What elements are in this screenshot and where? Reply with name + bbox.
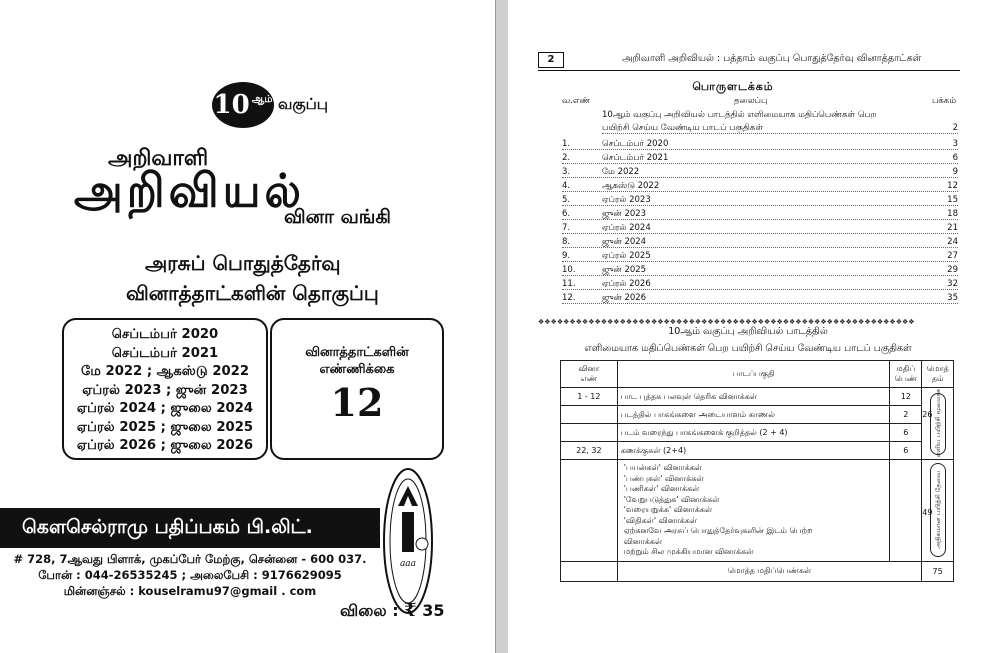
toc-no: 11.	[562, 279, 576, 289]
row-part: படத்தில் பாகங்களை அடையாளம் காணல்	[617, 406, 890, 424]
head-mark: மதிப் பெண்	[890, 361, 922, 388]
exam-title-line2: வினாத்தாட்களின் தொகுப்பு	[126, 281, 379, 305]
marks-table-header	[561, 361, 954, 388]
toc-intro-row	[602, 122, 958, 134]
row-no	[561, 424, 618, 442]
table-row	[561, 388, 954, 406]
toc-page: 24	[947, 237, 958, 247]
group1-total-cell	[922, 388, 954, 460]
section-title-line2: எளிமையாக மதிப்பெண்கள் பெற பயிற்சி செய்ய வேண்டிய பாடப் பகுதிகள்	[584, 343, 912, 354]
toc-row[interactable]	[562, 222, 958, 234]
toc-title: பொருளடக்கம்	[692, 80, 774, 93]
group2-side-label: அதிகமான பயிற்சி தேவை	[930, 463, 946, 557]
toc-page: 9	[952, 167, 958, 177]
toc-row[interactable]	[562, 194, 958, 206]
toc-title-cell: ஜுன் 2025	[602, 265, 647, 275]
toc-title-cell: ஜுன் 2023	[602, 209, 647, 219]
brand-subtitle: வினா வங்கி	[284, 206, 391, 228]
toc-col-page: பக்கம்	[932, 96, 957, 106]
paper-count-label1: வினாத்தாட்களின்	[305, 345, 409, 360]
exam-date-item: ஏப்ரல் 2024 ; ஜுலை 2024	[76, 401, 254, 416]
exam-date-item: ஏப்ரல் 2023 ; ஜுன் 2023	[82, 382, 248, 398]
toc-intro-page: 2	[952, 123, 958, 133]
head-total: மொத் தம்	[922, 361, 954, 388]
row-mark: 6	[890, 424, 922, 442]
toc-no: 4.	[562, 181, 571, 191]
table-row	[561, 442, 954, 460]
head-question-no: வினா எண்	[561, 361, 618, 388]
total-label: மொத்த மதிப்பெண்கள்	[617, 561, 922, 581]
publisher-logo	[382, 466, 434, 616]
toc-title-cell: ஜுன் 2026	[602, 293, 647, 303]
toc-page: 15	[947, 195, 958, 205]
toc-page: 12	[947, 181, 958, 191]
group1-total: 26	[922, 410, 933, 419]
row-no-empty	[561, 460, 618, 562]
total-row	[561, 561, 954, 581]
paper-count-value: 12	[330, 380, 384, 425]
toc-page: 35	[947, 293, 958, 303]
toc-col-no: வ.எண்	[562, 96, 591, 106]
publisher-email: மின்னஞ்சல் : kouselramu97@gmail . com	[63, 584, 317, 598]
grade-badge	[212, 82, 328, 128]
exam-dates-box	[62, 318, 268, 460]
row-part-list: 'பயன்கள்' வினாக்கள் 'பண்புகள்' வினாக்கள் 'பணிகள்' வினாக்கள் 'வேறுபடுத்துக' வினாக்கள் 'வரையறுக்க' வினாக்கள் 'விதிகள்' வினாக்கள் ஏற்கனவே அரசுப் பொதுத்தேர்வுகளின் இடம் பெற்ற வினாக்கள் மற்றும் சில முக்கியமான வினாக்கள்	[617, 460, 890, 562]
exam-date-item: ஏப்ரல் 2026 ; ஜுலை 2026	[76, 438, 254, 453]
exam-date-item: செப்டம்பர் 2021	[111, 345, 219, 361]
section-title-line1: 10ஆம் வகுப்பு அறிவியல் பாடத்தில்	[668, 326, 828, 337]
toc-title-cell: செப்டம்பர் 2021	[602, 153, 669, 163]
toc-row[interactable]	[562, 166, 958, 178]
contents-page	[508, 0, 1000, 653]
grade-suffix: ஆம்	[251, 94, 273, 105]
grade-circle	[212, 82, 274, 128]
price-value: 35	[422, 601, 445, 620]
toc-page: 6	[952, 153, 958, 163]
toc-row[interactable]	[562, 152, 958, 164]
toc-row[interactable]	[562, 138, 958, 150]
brand-small-title: அறிவாளி	[108, 146, 209, 171]
toc-page: 29	[947, 265, 958, 275]
toc-page: 3	[952, 139, 958, 149]
toc-title-cell: மே 2022	[602, 167, 640, 177]
group2-total-cell	[922, 460, 954, 562]
toc-page: 18	[947, 209, 958, 219]
toc-no: 6.	[562, 209, 571, 219]
row-no: 1 - 12	[561, 388, 618, 406]
toc-no: 7.	[562, 223, 571, 233]
toc-title-cell: ஆகஸ்டு 2022	[602, 181, 660, 191]
row-part: கணக்குகள் (2+4)	[617, 442, 890, 460]
toc-intro-line1: 10ஆம் வகுப்பு அறிவியல் பாடத்தில் எளிமையாக மதிப்பெண்கள் பெற	[602, 110, 877, 120]
price	[340, 600, 445, 622]
toc-page: 21	[947, 223, 958, 233]
logo-text-mid: aaa	[399, 559, 417, 569]
toc-no: 10.	[562, 265, 576, 275]
publisher-phone: போன் : 044-26535245 ; அலைபேசி : 9176629095	[38, 568, 342, 582]
grade-number: 10	[213, 90, 250, 120]
toc-row[interactable]	[562, 278, 958, 290]
group2-total: 49	[922, 508, 933, 517]
marks-table	[560, 360, 954, 582]
row-mark: 12	[890, 388, 922, 406]
toc-no: 8.	[562, 237, 571, 247]
row-part: பாட புத்தக பலவுள் தெரிக வினாக்கள்	[617, 388, 890, 406]
toc-page: 32	[947, 279, 958, 289]
toc-row[interactable]	[562, 208, 958, 220]
header-rule	[538, 70, 960, 71]
toc-row[interactable]	[562, 292, 958, 304]
toc-no: 2.	[562, 153, 571, 163]
toc-no: 3.	[562, 167, 571, 177]
toc-row[interactable]	[562, 236, 958, 248]
publisher-banner	[0, 508, 380, 548]
toc-no: 1.	[562, 139, 571, 149]
paper-count-box	[270, 318, 444, 460]
exam-title-line1: அரசுப் பொதுத்தேர்வு	[145, 251, 341, 275]
toc-row[interactable]	[562, 180, 958, 192]
group1-side-label: எளிய பயிற்சி மூலமாக	[930, 393, 946, 455]
grade-word: வகுப்பு	[278, 95, 328, 113]
exam-date-item: செப்டம்பர் 2020	[111, 327, 219, 342]
toc-title-cell: ஏப்ரல் 2024	[602, 223, 651, 233]
price-label: விலை :	[340, 601, 399, 620]
row-part: படம் வரைந்து பாகங்களைக் குறித்தல் (2 + 4)	[617, 424, 890, 442]
brand-big-title: அறிவியல்	[74, 164, 306, 219]
table-row	[561, 406, 954, 424]
ornament-divider: ❖❖❖❖❖❖❖❖❖❖❖❖❖❖❖❖❖❖❖❖❖❖❖❖❖❖❖❖❖❖❖❖❖❖❖❖❖❖❖❖❖❖❖❖❖❖❖❖❖❖❖❖❖❖❖❖❖❖❖❖	[538, 318, 915, 326]
table-row	[561, 424, 954, 442]
toc-title-cell: ஏப்ரல் 2025	[602, 251, 651, 261]
toc-page: 27	[947, 251, 958, 261]
row-no	[561, 406, 618, 424]
running-title: அறிவாளி அறிவியல் : பத்தாம் வகுப்பு பொதுத்தேர்வு வினாத்தாட்கள்	[622, 53, 922, 64]
toc-no: 12.	[562, 293, 576, 303]
toc-intro-line2: பயிற்சி செய்ய வேண்டிய பாடப் பகுதிகள்	[602, 123, 763, 133]
toc-no: 9.	[562, 251, 571, 261]
total-value: 75	[922, 561, 954, 581]
paper-count-label2: எண்ணிக்கை	[319, 362, 395, 377]
table-row	[561, 460, 954, 562]
rupee-icon: ₹	[404, 600, 417, 621]
toc-title-cell: ஜுன் 2024	[602, 237, 647, 247]
toc-title-cell: செப்டம்பர் 2020	[602, 139, 669, 149]
toc-row[interactable]	[562, 264, 958, 276]
toc-col-title: தலைப்பு	[734, 96, 768, 106]
row-mark-empty	[890, 460, 922, 562]
toc-title-cell: ஏப்ரல் 2026	[602, 279, 651, 289]
toc-row[interactable]	[562, 250, 958, 262]
cover-page	[0, 0, 496, 653]
row-no: 22, 32	[561, 442, 618, 460]
publisher-name: கௌசெல்ராமு பதிப்பகம் பி.லிட்.	[22, 515, 313, 538]
row-mark: 2	[890, 406, 922, 424]
exam-date-item: மே 2022 ; ஆகஸ்டு 2022	[80, 364, 250, 379]
exam-date-item: ஏப்ரல் 2025 ; ஜுலை 2025	[76, 419, 254, 435]
page-number: 2	[538, 52, 564, 68]
publisher-address: # 728, 7ஆவது பிளாக், முகப்பேர் மேற்கு, சென்னை - 600 037.	[13, 552, 367, 566]
head-part: பாடப்பகுதி	[617, 361, 890, 388]
row-mark: 6	[890, 442, 922, 460]
toc-title-cell: ஏப்ரல் 2023	[602, 195, 651, 205]
toc-no: 5.	[562, 195, 571, 205]
